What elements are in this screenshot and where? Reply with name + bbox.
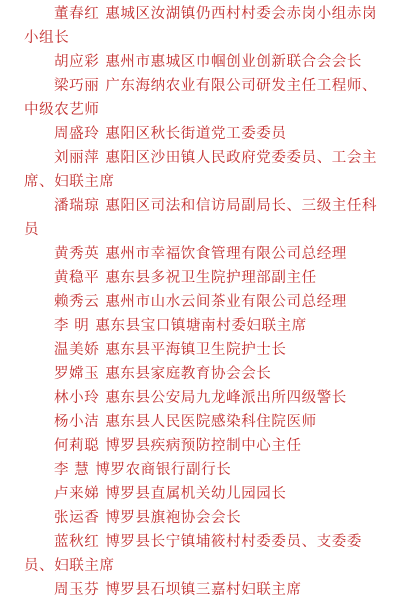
entry-title: 博罗县疾病预防控制中心主任: [105, 438, 302, 454]
entry-name: 潘瑞琼: [54, 198, 100, 214]
entry-title: 惠东县多祝卫生院护理部副主任: [105, 270, 317, 286]
entry-name: 黄稳平: [54, 270, 100, 286]
entry-title: 惠阳区秋长街道党工委委员: [105, 126, 287, 142]
list-entry: [24, 266, 382, 290]
entry-title: 博罗县旗袍协会会长: [105, 510, 242, 526]
entry-title: 惠城区汝湖镇仍西村村委会赤岗小组赤岗小组长: [24, 6, 378, 46]
entry-title: 博罗农商银行副行长: [95, 462, 232, 478]
entry-name: 周盛玲: [54, 126, 100, 142]
list-entry: [24, 386, 382, 410]
list-entry: [24, 194, 382, 242]
entry-title: 惠东县家庭教育协会会长: [105, 366, 272, 382]
entry-title: 惠东县平海镇卫生院护士长: [105, 342, 287, 358]
entry-title: 惠东县人民医院感染科住院医师: [105, 414, 317, 430]
list-entry: [24, 146, 382, 194]
entry-name: 胡应彩: [54, 54, 100, 70]
list-entry: [24, 50, 382, 74]
list-entry: [24, 362, 382, 386]
entry-title: 广东海纳农业有限公司研发主任工程师、中级农艺师: [24, 78, 378, 118]
entry-name: 卢来娣: [54, 486, 100, 502]
entry-name: 李 明: [54, 318, 90, 334]
entry-name: 黄秀英: [54, 246, 100, 262]
list-entry: [24, 410, 382, 434]
list-entry: [24, 290, 382, 314]
entry-name: 蓝秋红: [54, 534, 100, 550]
list-entry: [24, 338, 382, 362]
entry-title: 惠阳区沙田镇人民政府党委委员、工会主席、妇联主席: [24, 150, 378, 190]
entry-title: 惠东县公安局九龙峰派出所四级警长: [105, 390, 347, 406]
list-entry: [24, 122, 382, 146]
list-entry: [24, 434, 382, 458]
entry-name: 李 慧: [54, 462, 90, 478]
entry-name: 何莉聪: [54, 438, 100, 454]
list-entry: [24, 506, 382, 530]
entry-title: 博罗县石坝镇三嘉村妇联主席: [105, 582, 302, 598]
list-entry: [24, 458, 382, 482]
entry-title: 惠州市幸福饮食管理有限公司总经理: [105, 246, 347, 262]
list-entry: [24, 242, 382, 266]
entry-title: 惠州市惠城区巾帼创业创新联合会会长: [105, 54, 363, 70]
entry-title: 博罗县直属机关幼儿园园长: [105, 486, 287, 502]
list-entry: [24, 314, 382, 338]
entry-name: 赖秀云: [54, 294, 100, 310]
list-entry: [24, 578, 382, 602]
list-entry: [24, 482, 382, 506]
entry-name: 温美娇: [54, 342, 100, 358]
entry-name: 林小玲: [54, 390, 100, 406]
entry-name: 张运香: [54, 510, 100, 526]
list-entry: [24, 74, 382, 122]
entry-name: 罗嫦玉: [54, 366, 100, 382]
list-entry: [24, 530, 382, 578]
entry-title: 惠东县宝口镇塘南村委妇联主席: [95, 318, 307, 334]
entry-name: 刘丽萍: [54, 150, 100, 166]
entry-name: 董春红: [54, 6, 100, 22]
entry-title: 惠阳区司法和信访局副局长、三级主任科员: [24, 198, 378, 238]
list-entry: [24, 2, 382, 50]
entry-title: 惠州市山水云间茶业有限公司总经理: [105, 294, 347, 310]
entry-name: 梁巧丽: [54, 78, 100, 94]
entry-title: 博罗县长宁镇埔筱村村委委员、支委委员、妇联主席: [24, 534, 363, 574]
entry-name: 周玉芬: [54, 582, 100, 598]
entry-name: 杨小洁: [54, 414, 100, 430]
